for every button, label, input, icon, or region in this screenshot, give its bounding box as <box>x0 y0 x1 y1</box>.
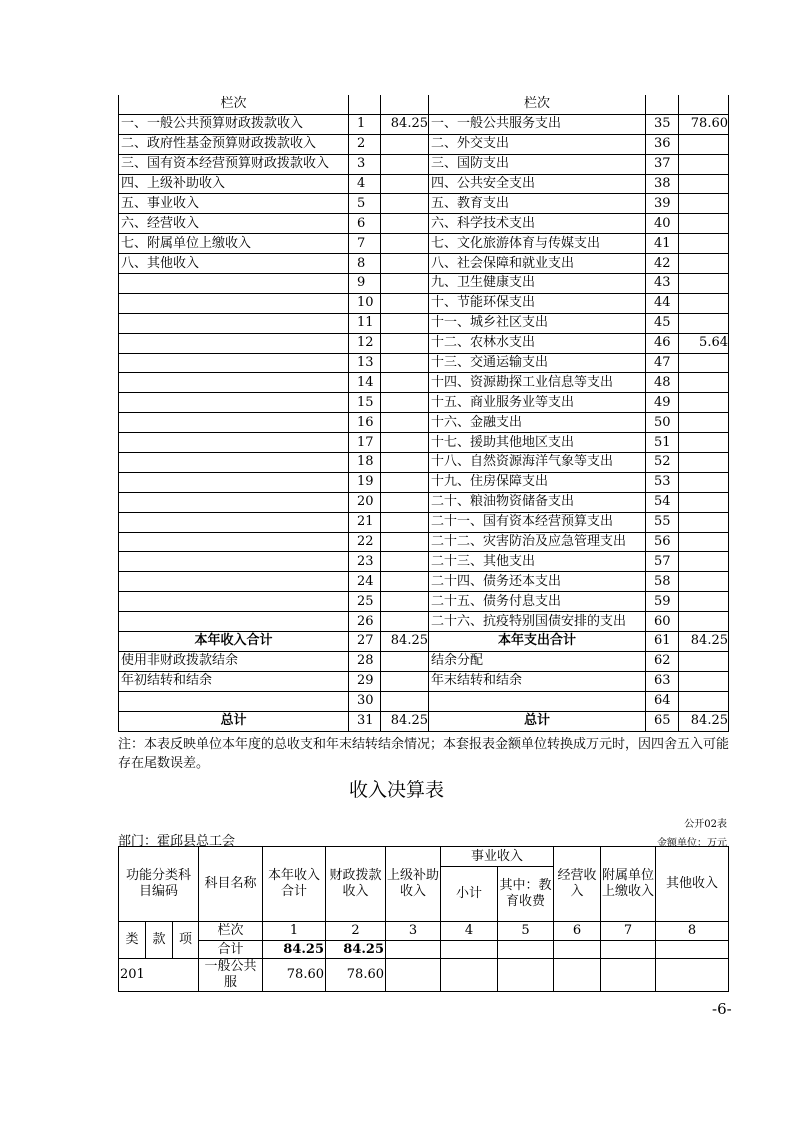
expense-item: 二十五、债务付息支出 <box>429 592 646 612</box>
table-row <box>119 274 729 294</box>
income-amount <box>381 234 429 254</box>
income-amount <box>381 512 429 532</box>
income-expense-summary-table <box>118 95 729 732</box>
income-line-no: 5 <box>349 194 381 214</box>
income-item: 二、政府性基金预算财政拨款收入 <box>119 134 349 154</box>
expense-line-no: 41 <box>646 234 679 254</box>
expense-item: 九、卫生健康支出 <box>429 274 646 294</box>
table-row <box>119 691 729 711</box>
expense-amount <box>679 234 729 254</box>
expense-item: 二十三、其他支出 <box>429 552 646 572</box>
income-amount <box>381 453 429 473</box>
table-row <box>119 234 729 254</box>
header-affiliated: 附属单位上缴收入 <box>601 847 656 922</box>
expense-item: 总计 <box>429 711 646 731</box>
income-line-no: 21 <box>349 512 381 532</box>
expense-line-no: 65 <box>646 711 679 731</box>
expense-line-no: 54 <box>646 492 679 512</box>
expense-line-no: 36 <box>646 134 679 154</box>
income-item: 年初结转和结余 <box>119 671 349 691</box>
expense-line-no: 55 <box>646 512 679 532</box>
expense-line-no: 45 <box>646 313 679 333</box>
expense-item: 十八、自然资源海洋气象等支出 <box>429 453 646 473</box>
income-item <box>119 293 349 313</box>
expense-amount <box>679 353 729 373</box>
expense-line-no: 60 <box>646 612 679 632</box>
expense-item: 十九、住房保障支出 <box>429 472 646 492</box>
expense-item: 七、文化旅游体育与传媒支出 <box>429 234 646 254</box>
table-row <box>119 632 729 652</box>
table-row <box>119 313 729 333</box>
table-row <box>119 254 729 274</box>
income-amount <box>381 651 429 671</box>
expense-amount <box>679 373 729 393</box>
header-superior: 上级补助收入 <box>386 847 441 922</box>
income-amount <box>381 532 429 552</box>
income-line-no: 26 <box>349 612 381 632</box>
header-subtotal: 小计 <box>441 867 498 922</box>
expense-line-no: 59 <box>646 592 679 612</box>
income-amount <box>381 333 429 353</box>
expense-line-no: 49 <box>646 393 679 413</box>
expense-amount <box>679 254 729 274</box>
column-number: 1 <box>263 922 326 941</box>
expense-item: 十四、资源勘探工业信息等支出 <box>429 373 646 393</box>
expense-amount <box>679 651 729 671</box>
expense-line-no: 50 <box>646 413 679 433</box>
income-amount <box>381 154 429 174</box>
table-row <box>119 333 729 353</box>
income-item <box>119 353 349 373</box>
income-amount <box>381 313 429 333</box>
table-row <box>119 154 729 174</box>
income-line-no: 30 <box>349 691 381 711</box>
table-row <box>119 114 729 134</box>
income-amount <box>381 174 429 194</box>
expense-line-no: 62 <box>646 651 679 671</box>
income-line-no: 23 <box>349 552 381 572</box>
table-row <box>119 572 729 592</box>
income-line-no: 15 <box>349 393 381 413</box>
income-line-no: 17 <box>349 433 381 453</box>
income-item <box>119 492 349 512</box>
header-other: 其他收入 <box>656 847 729 922</box>
income-amount <box>381 492 429 512</box>
amount-unit: 金额单位：万元 <box>657 838 727 849</box>
expense-line-no: 57 <box>646 552 679 572</box>
row-fiscal: 78.60 <box>326 959 386 992</box>
header-subject: 科目名称 <box>199 847 263 922</box>
income-line-no: 7 <box>349 234 381 254</box>
income-item <box>119 512 349 532</box>
income-amount <box>381 353 429 373</box>
table-row <box>119 413 729 433</box>
income-line-no: 4 <box>349 174 381 194</box>
income-line-no: 28 <box>349 651 381 671</box>
income-item <box>119 393 349 413</box>
header-xiang: 项 <box>173 922 199 959</box>
expense-amount <box>679 313 729 333</box>
table-row <box>119 552 729 572</box>
expense-amount <box>679 393 729 413</box>
column-number: 7 <box>601 922 656 941</box>
table-row <box>119 959 729 992</box>
header-lanci: 栏次 <box>199 922 263 941</box>
expense-item: 二十四、债务还本支出 <box>429 572 646 592</box>
income-line-no: 12 <box>349 333 381 353</box>
expense-line-no: 35 <box>646 114 679 134</box>
income-line-no: 10 <box>349 293 381 313</box>
table-row <box>119 214 729 234</box>
income-item: 七、附属单位上缴收入 <box>119 234 349 254</box>
table-code: 公开02表 <box>684 819 727 830</box>
table-row <box>119 134 729 154</box>
expense-amount <box>679 492 729 512</box>
table-row <box>119 532 729 552</box>
header-expense-label: 栏次 <box>429 95 646 114</box>
expense-amount <box>679 214 729 234</box>
expense-item: 二十、粮油物资储备支出 <box>429 492 646 512</box>
expense-amount <box>679 413 729 433</box>
income-item: 三、国有资本经营预算财政拨款收入 <box>119 154 349 174</box>
income-line-no: 1 <box>349 114 381 134</box>
header-business: 事业收入 <box>441 847 554 867</box>
income-amount <box>381 393 429 413</box>
header-operating: 经营收入 <box>554 847 601 922</box>
header-edu: 其中：教育收费 <box>498 867 554 922</box>
expense-line-no: 61 <box>646 632 679 652</box>
column-number: 4 <box>441 922 498 941</box>
expense-item: 十七、援助其他地区支出 <box>429 433 646 453</box>
expense-line-no: 42 <box>646 254 679 274</box>
expense-amount <box>679 671 729 691</box>
expense-amount <box>679 691 729 711</box>
table-row <box>119 433 729 453</box>
expense-item: 年末结转和结余 <box>429 671 646 691</box>
income-line-no: 20 <box>349 492 381 512</box>
column-number: 2 <box>326 922 386 941</box>
expense-line-no: 53 <box>646 472 679 492</box>
expense-amount <box>679 154 729 174</box>
income-line-no: 27 <box>349 632 381 652</box>
expense-line-no: 48 <box>646 373 679 393</box>
income-item <box>119 413 349 433</box>
income-item: 本年收入合计 <box>119 632 349 652</box>
column-number: 5 <box>498 922 554 941</box>
expense-item: 十五、商业服务业等支出 <box>429 393 646 413</box>
expense-item: 二十二、灾害防治及应急管理支出 <box>429 532 646 552</box>
income-line-no: 25 <box>349 592 381 612</box>
total-amount: 84.25 <box>263 941 326 959</box>
income-line-no: 9 <box>349 274 381 294</box>
income-line-no: 19 <box>349 472 381 492</box>
expense-item: 结余分配 <box>429 651 646 671</box>
income-line-no: 18 <box>349 453 381 473</box>
income-amount <box>381 572 429 592</box>
header-func-code: 功能分类科目编码 <box>119 847 199 922</box>
expense-line-no: 39 <box>646 194 679 214</box>
expense-line-no: 56 <box>646 532 679 552</box>
table-row <box>119 512 729 532</box>
income-amount <box>381 134 429 154</box>
expense-item: 三、国防支出 <box>429 154 646 174</box>
table-row <box>119 472 729 492</box>
column-number: 3 <box>386 922 441 941</box>
income-amount <box>381 373 429 393</box>
income-item <box>119 313 349 333</box>
expense-line-no: 37 <box>646 154 679 174</box>
income-item: 八、其他收入 <box>119 254 349 274</box>
table-row <box>119 711 729 731</box>
expense-line-no: 46 <box>646 333 679 353</box>
income-line-no: 6 <box>349 214 381 234</box>
income-amount <box>381 274 429 294</box>
income-item <box>119 433 349 453</box>
expense-amount <box>679 433 729 453</box>
income-amount <box>381 433 429 453</box>
expense-amount <box>679 134 729 154</box>
income-item: 一、一般公共预算财政拨款收入 <box>119 114 349 134</box>
income-item: 五、事业收入 <box>119 194 349 214</box>
expense-amount <box>679 194 729 214</box>
page-number: -6- <box>712 1000 732 1018</box>
expense-item: 十一、城乡社区支出 <box>429 313 646 333</box>
header-row <box>119 95 729 114</box>
income-amount: 84.25 <box>381 632 429 652</box>
expense-item: 十三、交通运输支出 <box>429 353 646 373</box>
total-label: 合计 <box>199 941 263 959</box>
expense-line-no: 64 <box>646 691 679 711</box>
income-amount <box>381 254 429 274</box>
expense-amount <box>679 552 729 572</box>
income-amount <box>381 671 429 691</box>
income-amount <box>381 194 429 214</box>
income-line-no: 29 <box>349 671 381 691</box>
row-total: 78.60 <box>263 959 326 992</box>
table-row <box>119 194 729 214</box>
header-fiscal: 财政拨款收入 <box>326 847 386 922</box>
expense-item <box>429 691 646 711</box>
income-item: 四、上级补助收入 <box>119 174 349 194</box>
table-row <box>119 393 729 413</box>
income-amount <box>381 472 429 492</box>
income-line-no: 13 <box>349 353 381 373</box>
expense-line-no: 43 <box>646 274 679 294</box>
income-item: 使用非财政拨款结余 <box>119 651 349 671</box>
income-item <box>119 552 349 572</box>
income-final-accounts-table <box>118 846 729 992</box>
table-note: 注：本表反映单位本年度的总收支和年末结转结余情况；本套报表金额单位转换成万元时，因四舍五入可能存在尾数误差。 <box>118 737 730 771</box>
table-row <box>119 353 729 373</box>
expense-amount: 78.60 <box>679 114 729 134</box>
income-item <box>119 691 349 711</box>
expense-amount <box>679 512 729 532</box>
section-title: 收入决算表 <box>348 779 444 801</box>
table-row <box>119 174 729 194</box>
table-row <box>119 592 729 612</box>
expense-amount <box>679 174 729 194</box>
expense-item: 本年支出合计 <box>429 632 646 652</box>
expense-amount <box>679 274 729 294</box>
expense-amount: 5.64 <box>679 333 729 353</box>
header-kuan: 款 <box>146 922 173 959</box>
expense-item: 二、外交支出 <box>429 134 646 154</box>
income-line-no: 16 <box>349 413 381 433</box>
table-row <box>119 453 729 473</box>
expense-line-no: 51 <box>646 433 679 453</box>
expense-amount <box>679 453 729 473</box>
income-amount <box>381 293 429 313</box>
expense-item: 一、一般公共服务支出 <box>429 114 646 134</box>
expense-amount <box>679 592 729 612</box>
expense-line-no: 52 <box>646 453 679 473</box>
expense-item: 五、教育支出 <box>429 194 646 214</box>
income-line-no: 11 <box>349 313 381 333</box>
income-item <box>119 592 349 612</box>
income-amount <box>381 413 429 433</box>
header-income-label: 栏次 <box>119 95 349 114</box>
income-line-no: 8 <box>349 254 381 274</box>
expense-item: 十、节能环保支出 <box>429 293 646 313</box>
expense-amount <box>679 472 729 492</box>
income-item <box>119 274 349 294</box>
income-amount <box>381 691 429 711</box>
header-total: 本年收入合计 <box>263 847 326 922</box>
expense-amount <box>679 293 729 313</box>
expense-line-no: 58 <box>646 572 679 592</box>
expense-line-no: 38 <box>646 174 679 194</box>
row-name: 一般公共服 <box>199 959 263 992</box>
income-amount <box>381 214 429 234</box>
income-amount <box>381 552 429 572</box>
income-item <box>119 472 349 492</box>
income-line-no: 31 <box>349 711 381 731</box>
column-number: 8 <box>656 922 729 941</box>
expense-amount <box>679 532 729 552</box>
table-row <box>119 671 729 691</box>
income-line-no: 3 <box>349 154 381 174</box>
expense-amount: 84.25 <box>679 632 729 652</box>
income-item <box>119 333 349 353</box>
header-lei: 类 <box>119 922 146 959</box>
expense-item: 十二、农林水支出 <box>429 333 646 353</box>
expense-item: 二十一、国有资本经营预算支出 <box>429 512 646 532</box>
income-item <box>119 612 349 632</box>
total-fiscal: 84.25 <box>326 941 386 959</box>
row-code: 201 <box>119 959 199 992</box>
income-line-no: 22 <box>349 532 381 552</box>
income-line-no: 2 <box>349 134 381 154</box>
expense-item: 八、社会保障和就业支出 <box>429 254 646 274</box>
table-row <box>119 612 729 632</box>
expense-item: 六、科学技术支出 <box>429 214 646 234</box>
income-line-no: 14 <box>349 373 381 393</box>
income-item <box>119 572 349 592</box>
expense-line-no: 44 <box>646 293 679 313</box>
income-amount <box>381 592 429 612</box>
income-amount <box>381 612 429 632</box>
expense-amount: 84.25 <box>679 711 729 731</box>
table-row <box>119 651 729 671</box>
department: 部门：霍邱县总工会 <box>118 834 236 849</box>
column-number: 6 <box>554 922 601 941</box>
expense-amount <box>679 612 729 632</box>
income-item: 总计 <box>119 711 349 731</box>
expense-item: 四、公共安全支出 <box>429 174 646 194</box>
income-item <box>119 453 349 473</box>
expense-line-no: 40 <box>646 214 679 234</box>
expense-amount <box>679 572 729 592</box>
table-row <box>119 373 729 393</box>
expense-item: 二十六、抗疫特别国债安排的支出 <box>429 612 646 632</box>
expense-item: 十六、金融支出 <box>429 413 646 433</box>
expense-line-no: 47 <box>646 353 679 373</box>
income-amount: 84.25 <box>381 711 429 731</box>
income-item <box>119 373 349 393</box>
table-row <box>119 293 729 313</box>
income-item: 六、经营收入 <box>119 214 349 234</box>
table-row <box>119 492 729 512</box>
expense-line-no: 63 <box>646 671 679 691</box>
income-line-no: 24 <box>349 572 381 592</box>
total-row <box>119 941 729 959</box>
income-item <box>119 532 349 552</box>
income-amount: 84.25 <box>381 114 429 134</box>
